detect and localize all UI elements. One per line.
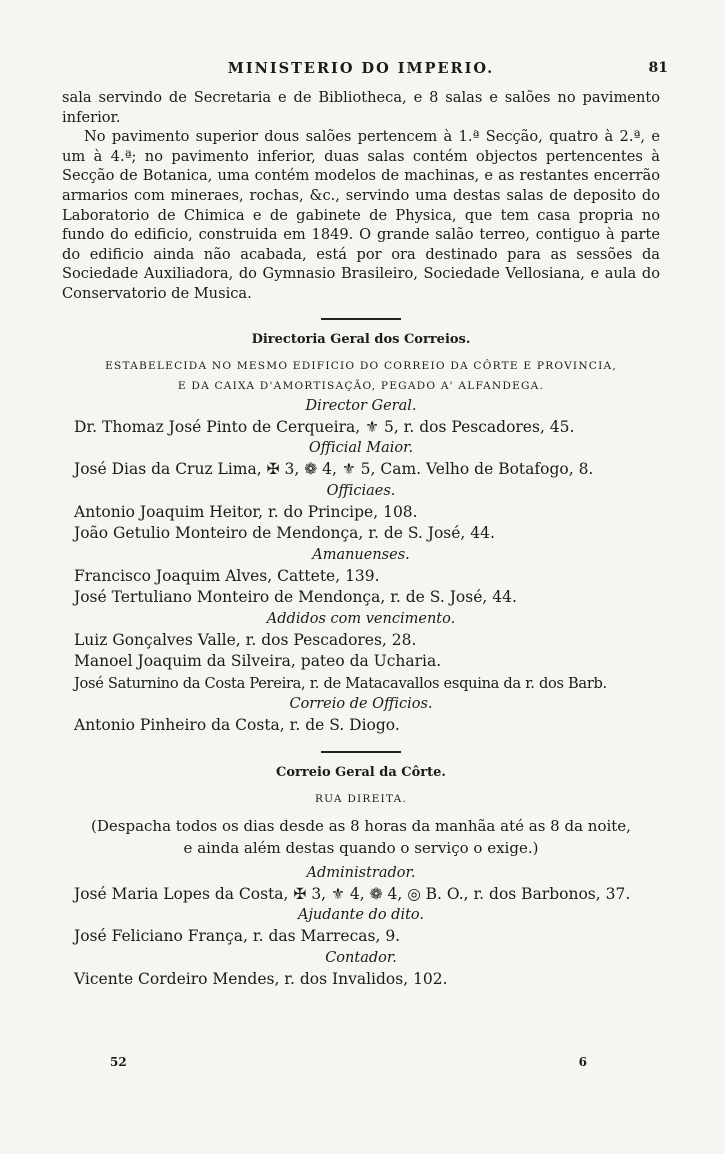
hours-note-line-2: e ainda além destas quando o serviço o exige.) [183,838,539,857]
hours-note [62,809,660,863]
role-administrador: Administrador. [306,864,416,881]
section-subtitle-line-2: E DA CAIXA D'AMORTISAÇÃO, PEGADO A' ALFANDEGA. [177,379,545,392]
role-officiaes: Officiaes. [326,482,396,499]
entry-amanuense: José Tertuliano Monteiro de Mendonça, r. de S. José, 44. [74,588,517,607]
running-head [62,60,668,88]
section-subtitle-line-1: ESTABELECIDA NO MESMO EDIFICIO DO CORREIO DA CÔRTE E PROVINCIA, [105,359,617,372]
role-contador: Contador. [325,949,397,966]
entry-addido: Luiz Gonçalves Valle, r. dos Pescadores, 28. [74,630,417,649]
page-footer [110,1055,587,1069]
hours-note-line-1: (Despacha todos os dias desde as 8 horas da manhãa até as 8 da noite, [91,816,631,835]
entry-addido: Manoel Joaquim da Silveira, pateo da Ucharia. [74,652,442,671]
section-address: RUA DIREITA. [314,792,408,805]
signature-mark-right: 6 [578,1055,587,1069]
role-director: Director Geral. [305,397,417,414]
role-ajudante: Ajudante do dito. [297,907,425,924]
entry-administrador: José Maria Lopes da Costa, ✠ 3, ⚜ 4, ❁ 4, ◎ B. O., r. dos Barbonos, 37. [74,884,631,903]
page-number: 81 [648,60,668,76]
section-divider [321,318,401,320]
entry-addido: José Saturnino da Costa Pereira, r. de Matacavallos esquina da r. dos Barb. [74,674,607,692]
section-title-corte: Correio Geral da Côrte. [276,764,446,780]
entry-contador: Vicente Cordeiro Mendes, r. dos Invalidos, 102. [74,969,448,988]
section-divider [321,751,401,753]
entry-director: Dr. Thomaz José Pinto de Cerqueira, ⚜ 5, r. dos Pescadores, 45. [74,417,575,436]
entry-official: Antonio Joaquim Heitor, r. do Principe, 108. [74,502,418,521]
entry-official: João Getulio Monteiro de Mendonça, r. de S. José, 44. [74,524,495,543]
entry-ajudante: José Feliciano França, r. das Marrecas, 9. [74,927,401,946]
page [62,60,668,990]
signature-mark-left: 52 [110,1055,127,1069]
entry-correio-officios: Antonio Pinheiro da Costa, r. de S. Diogo. [74,716,400,735]
entry-oficial-maior: José Dias da Cruz Lima, ✠ 3, ❁ 4, ⚜ 5, Cam. Velho de Botafogo, 8. [74,460,594,479]
intro-paragraph-1: sala servindo de Secretaria e de Bibliotheca, e 8 salas e salões no pavimento inferior. [62,89,660,126]
intro-paragraph-2: No pavimento superior dous salões pertencem à 1.ª Secção, quatro à 2.ª, e um à 4.ª; no pavimento inferior, duas salas contém objectos pertencentes à Secção de Botanica, uma contém modelos de machinas, e as restantes encerrão armarios com mineraes, rochas, &c., servindo uma destas salas de deposito do Laboratorio de Chimica e de gabinete de Physica, que tem casa propria no fundo do edificio, construida em 1849. O grande salão terreo, contiguo à parte do edificio ainda não acabada, está por ora destinado para as sessões da Sociedade Auxiliadora, do Gymnasio Brasileiro, Sociedade Vellosiana, e aula do Conservatorio de Musica. [62,128,660,302]
role-addidos: Addidos com vencimento. [266,610,456,627]
entry-amanuense: Francisco Joaquim Alves, Cattete, 139. [74,566,380,585]
role-correio-officios: Correio de Officios. [289,696,433,713]
role-oficial-maior: Official Maior. [308,440,414,457]
role-amanuenses: Amanuenses. [312,546,410,563]
running-title: MINISTERIO DO IMPERIO. [227,60,495,77]
section-title-correios: Directoria Geral dos Correios. [251,331,471,347]
